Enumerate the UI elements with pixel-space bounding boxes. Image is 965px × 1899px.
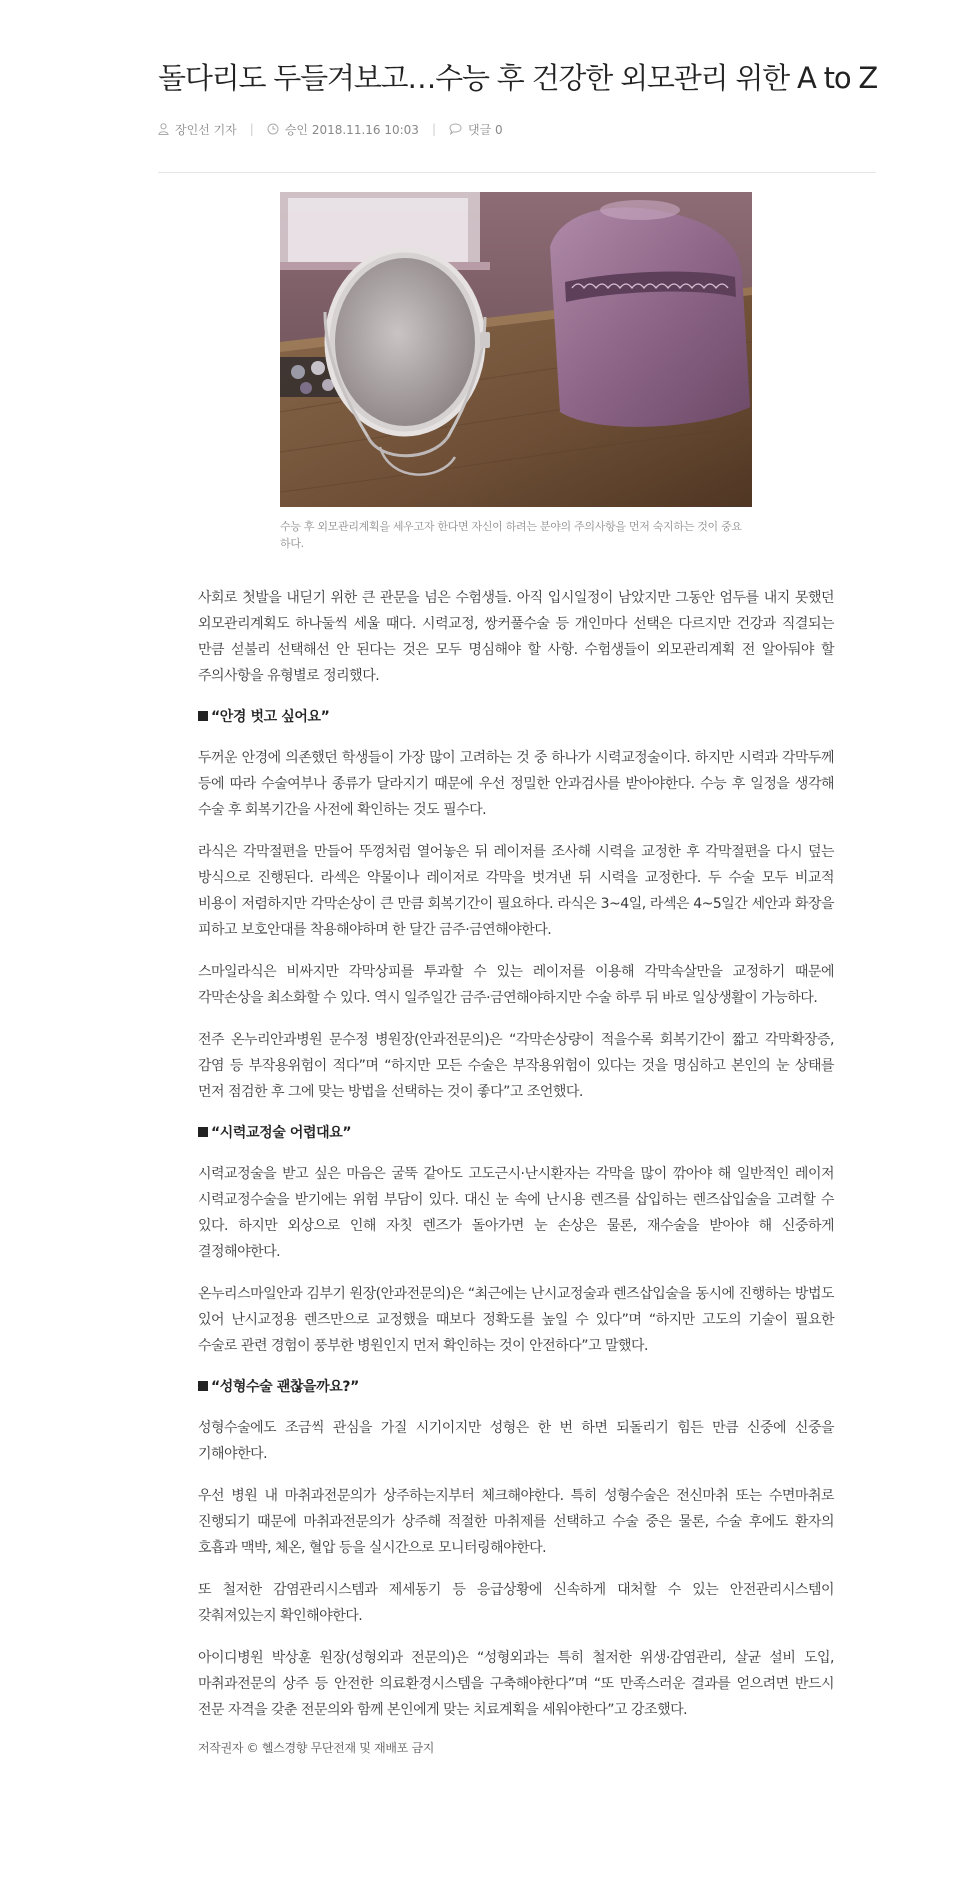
body-paragraph: 또 철저한 감염관리시스템과 제세동기 등 응급상황에 신속하게 대처할 수 있는 안전관리시스템이 갖춰져있는지 확인해야한다.: [198, 1582, 834, 1624]
body-paragraph: 온누리스마일안과 김부기 원장(안과전문의)은 “최근에는 난시교정술과 렌즈삽입술을 동시에 진행하는 방법도 있어 난시교정용 렌즈만으로 교정했을 때보다 정확도를 높일 수 있다”며 “하지만 고도의 기술이 필요한 수술로 관련 경험이 풍부한 병원인지 먼저 확인하는 것이 안전하다”고 말했다.: [198, 1286, 834, 1354]
header-divider: [158, 172, 876, 173]
author-name: 장인선 기자: [175, 122, 237, 137]
body-paragraph: 성형수술에도 조금씩 관심을 가질 시기이지만 성형은 한 번 하면 되돌리기 힘든 만큼 신중에 신중을 기해야한다.: [198, 1420, 834, 1462]
square-bullet-icon: [198, 711, 208, 721]
section-heading: “시력교정술 어렵대요”: [198, 1121, 834, 1145]
copyright-notice: 저작권자 © 헬스경향 무단전재 및 재배포 금지: [198, 1741, 435, 1755]
article-photo: [280, 192, 752, 507]
body-paragraph: 우선 병원 내 마취과전문의가 상주하는지부터 체크해야한다. 특히 성형수술은 전신마취 또는 수면마취로 진행되기 때문에 마취과전문의가 상주해 적절한 마취제를 선택하고 수술 중은 물론, 수술 후에도 환자의 호흡과 맥박, 체온, 혈압 등을 실시간으로 모니터링해야한다.: [198, 1488, 834, 1556]
person-icon: [158, 123, 169, 135]
square-bullet-icon: [198, 1127, 208, 1137]
author-info[interactable]: [158, 121, 237, 138]
body-paragraph: 스마일라식은 비싸지만 각막상피를 투과할 수 있는 레이저를 이용해 각막속살만을 교정하기 때문에 각막손상을 최소화할 수 있다. 역시 일주일간 금주·금연해야하지만 수술 하루 뒤 바로 일상생활이 가능하다.: [198, 964, 834, 1006]
speech-bubble-icon: [449, 123, 462, 135]
body-paragraph: 두꺼운 안경에 의존했던 학생들이 가장 많이 고려하는 것 중 하나가 시력교정술이다. 하지만 시력과 각막두께 등에 따라 수술여부나 종류가 달라지기 때문에 우선 정밀한 안과검사를 받아야한다. 수능 후 일정을 생각해 수술 후 회복기간을 사전에 확인하는 것도 필수다.: [198, 750, 834, 818]
article-body: [198, 585, 834, 1756]
clock-icon: [267, 123, 279, 135]
body-paragraph: 전주 온누리안과병원 문수정 병원장(안과전문의)은 “각막손상량이 적을수록 회복기간이 짧고 각막확장증, 감염 등 부작용위험이 적다”며 “하지만 모든 수술은 부작용위험이 있다는 것을 명심하고 본인의 눈 상태를 먼저 점검한 후 그에 맞는 방법을 선택하는 것이 좋다”고 조언했다.: [198, 1032, 834, 1100]
square-bullet-icon: [198, 1381, 208, 1391]
article-headline: 돌다리도 두들겨보고…수능 후 건강한 외모관리 위한 A to Z: [158, 61, 878, 95]
section-heading: “성형수술 괜찮을까요?”: [198, 1375, 834, 1399]
comments-link[interactable]: [449, 121, 503, 138]
approved-info: [267, 121, 419, 138]
meta-separator: |: [431, 122, 436, 136]
comment-count: 댓글 0: [467, 122, 503, 137]
body-paragraph: 아이디병원 박상훈 원장(성형외과 전문의)은 “성형외과는 특히 철저한 위생·감염관리, 살균 설비 도입, 마취과전문의 상주 등 안전한 의료환경시스템을 구축해야한다”며 “또 만족스러운 결과를 얻으려면 반드시 전문 자격을 갖춘 전문의와 함께 본인에게 맞는 치료계획을 세워야한다”고 강조했다.: [198, 1650, 834, 1718]
body-paragraph: 시력교정술을 받고 싶은 마음은 굴뚝 같아도 고도근시·난시환자는 각막을 많이 깎아야 해 일반적인 레이저 시력교정수술을 받기에는 위험 부담이 있다. 대신 눈 속에 난시용 렌즈를 삽입하는 렌즈삽입술을 고려할 수 있다. 하지만 외상으로 인해 자칫 렌즈가 돌아가면 눈 손상은 물론, 재수술을 받아야 해 신중하게 결정해야한다.: [198, 1166, 834, 1260]
approved-date: 승인 2018.11.16 10:03: [284, 122, 419, 137]
article-meta: [158, 120, 503, 138]
meta-separator: |: [249, 122, 254, 136]
body-paragraph: 사회로 첫발을 내딛기 위한 큰 관문을 넘은 수험생들. 아직 입시일정이 남았지만 그동안 엄두를 내지 못했던 외모관리계획도 하나둘씩 세울 때다. 시력교정, 쌍커풀수술 등 개인마다 선택은 다르지만 건강과 직결되는 만큼 섣불리 선택해선 안 된다는 것은 모두 명심해야 할 사항. 수험생들이 외모관리계획 전 알아둬야 할 주의사항을 유형별로 정리했다.: [198, 590, 834, 684]
photo-caption: 수능 후 외모관리계획을 세우고자 한다면 자신이 하려는 분야의 주의사항을 먼저 숙지하는 것이 중요하다.: [280, 520, 742, 550]
body-paragraph: 라식은 각막절편을 만들어 뚜껑처럼 열어놓은 뒤 레이저를 조사해 시력을 교정한 후 각막절편을 다시 덮는 방식으로 진행된다. 라섹은 약물이나 레이저로 각막을 벗겨낸 뒤 시력을 교정한다. 두 수술 모두 비교적 비용이 저렴하지만 각막손상이 큰 만큼 회복기간이 필요하다. 라식은 3~4일, 라섹은 4~5일간 세안과 화장을 피하고 보호안대를 착용해야하며 한 달간 금주·금연해야한다.: [198, 844, 834, 938]
section-heading: “안경 벗고 싶어요”: [198, 705, 834, 729]
